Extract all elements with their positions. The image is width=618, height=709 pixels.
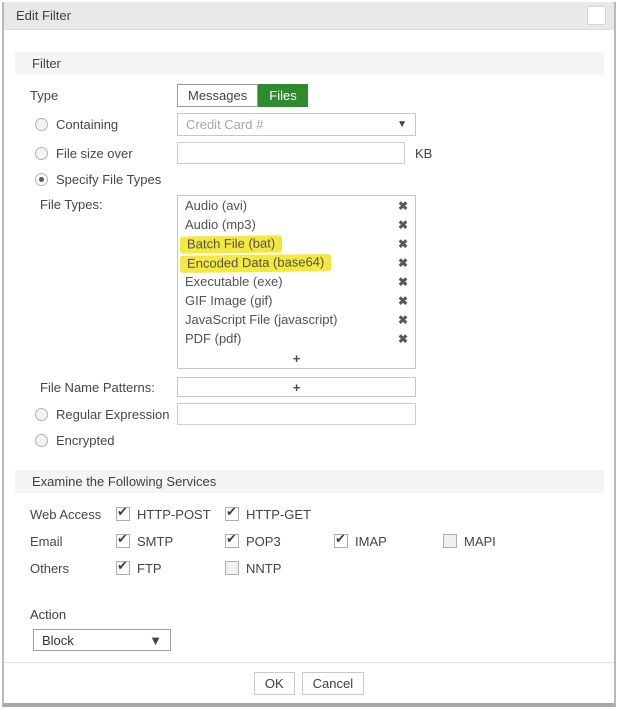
- file-types-row: [15, 195, 604, 369]
- add-file-type-button[interactable]: +: [292, 350, 301, 366]
- containing-radio-group: [30, 117, 177, 132]
- mapi-label: MAPI: [464, 533, 496, 549]
- file-size-radio-group: [30, 146, 177, 161]
- dialog-title: Edit Filter: [16, 8, 71, 23]
- filter-section-header: Filter: [15, 52, 604, 75]
- file-type-item: JavaScript File (javascript) ✖: [185, 312, 408, 327]
- file-types-list: [177, 195, 416, 369]
- others-row: [15, 559, 604, 577]
- file-size-input[interactable]: [177, 142, 405, 164]
- remove-file-type-icon[interactable]: ✖: [397, 255, 408, 270]
- remove-file-type-icon[interactable]: ✖: [397, 198, 408, 213]
- checkbox-mapi[interactable]: [443, 534, 457, 548]
- action-label: Action: [30, 607, 67, 622]
- imap-label: IMAP: [355, 533, 387, 549]
- file-type-item: Batch File (bat) ✖: [186, 235, 408, 252]
- web-access-label: Web Access: [30, 506, 102, 522]
- others-label: Others: [30, 560, 70, 576]
- encrypted-radio[interactable]: [35, 434, 48, 447]
- chevron-down-icon: ▼: [397, 119, 407, 130]
- web-access-row: [15, 505, 604, 523]
- check-icon: ✔: [117, 504, 128, 519]
- dialog-titlebar: [4, 2, 614, 30]
- checkbox-imap[interactable]: [334, 531, 348, 548]
- encrypted-label: Encrypted: [56, 433, 115, 448]
- regular-expression-row: [15, 403, 604, 425]
- action-select-value: Block: [42, 632, 74, 648]
- file-size-unit: KB: [415, 145, 433, 161]
- regular-expression-input[interactable]: [177, 403, 416, 425]
- checkbox-http-get[interactable]: [225, 504, 239, 521]
- dialog-footer: [4, 662, 614, 703]
- regular-expression-radio[interactable]: [35, 408, 48, 421]
- file-name-patterns-label: File Name Patterns:: [40, 379, 155, 395]
- check-icon: ✔: [335, 531, 346, 546]
- file-types-label: File Types:: [40, 197, 103, 212]
- check-icon: ✔: [226, 531, 237, 546]
- checkbox-pop3[interactable]: [225, 531, 239, 548]
- containing-row: [15, 113, 604, 136]
- specify-radio-group: [30, 172, 177, 187]
- remove-file-type-icon[interactable]: ✖: [397, 274, 408, 289]
- dialog-content: [4, 52, 614, 651]
- file-name-patterns-row: [15, 377, 604, 397]
- specify-file-types-label: Specify File Types: [56, 172, 162, 187]
- file-size-row: [15, 142, 604, 164]
- ftp-label: FTP: [137, 560, 162, 576]
- encrypted-radio-group: [30, 433, 177, 448]
- http-get-label: HTTP-GET: [246, 506, 311, 522]
- type-row: [15, 84, 604, 107]
- containing-select-value: Credit Card #: [186, 117, 264, 132]
- action-select[interactable]: [33, 629, 171, 651]
- type-segmented-control: [177, 84, 308, 107]
- file-type-item: GIF Image (gif) ✖: [185, 293, 408, 308]
- email-label: Email: [30, 533, 63, 549]
- nntp-label: NNTP: [246, 560, 282, 576]
- checkbox-smtp[interactable]: [116, 531, 130, 548]
- email-row: [15, 532, 604, 550]
- chevron-down-icon: ▼: [149, 632, 162, 648]
- check-icon: ✔: [117, 558, 128, 573]
- regex-radio-group: [30, 407, 177, 422]
- file-type-item: Encoded Data (base64) ✖: [186, 254, 408, 271]
- type-option-files[interactable]: Files: [258, 84, 307, 107]
- remove-file-type-icon[interactable]: ✖: [397, 293, 408, 308]
- edit-filter-dialog: [2, 2, 616, 707]
- http-post-label: HTTP-POST: [137, 506, 211, 522]
- containing-select[interactable]: [177, 113, 416, 136]
- remove-file-type-icon[interactable]: ✖: [397, 331, 408, 346]
- type-option-messages[interactable]: Messages: [177, 84, 258, 107]
- type-label: Type: [30, 88, 59, 103]
- check-icon: ✔: [117, 531, 128, 546]
- specify-file-types-radio[interactable]: [35, 173, 48, 186]
- close-button[interactable]: [587, 6, 606, 25]
- specify-file-types-row: [15, 172, 604, 187]
- services-section-header: Examine the Following Services: [15, 470, 604, 493]
- file-type-item: PDF (pdf) ✖: [185, 331, 408, 346]
- ok-button[interactable]: OK: [254, 672, 295, 695]
- file-type-item: Executable (exe) ✖: [185, 274, 408, 289]
- file-size-label: File size over: [56, 145, 133, 161]
- file-type-item: Audio (avi) ✖: [185, 198, 408, 213]
- cancel-button[interactable]: Cancel: [302, 672, 364, 695]
- remove-file-type-icon[interactable]: ✖: [397, 217, 408, 232]
- remove-file-type-icon[interactable]: ✖: [397, 312, 408, 327]
- checkbox-http-post[interactable]: [116, 504, 130, 521]
- containing-radio[interactable]: [35, 118, 48, 131]
- containing-label: Containing: [56, 117, 119, 132]
- checkbox-ftp[interactable]: [116, 558, 130, 575]
- file-type-item: Audio (mp3) ✖: [185, 217, 408, 232]
- encrypted-row: [15, 433, 604, 448]
- add-file-name-pattern-button[interactable]: +: [177, 377, 416, 397]
- file-size-radio[interactable]: [35, 147, 48, 160]
- checkbox-nntp[interactable]: [225, 561, 239, 575]
- pop3-label: POP3: [246, 533, 281, 549]
- remove-file-type-icon[interactable]: ✖: [397, 236, 408, 251]
- regular-expression-label: Regular Expression: [56, 406, 170, 422]
- smtp-label: SMTP: [137, 533, 174, 549]
- check-icon: ✔: [226, 504, 237, 519]
